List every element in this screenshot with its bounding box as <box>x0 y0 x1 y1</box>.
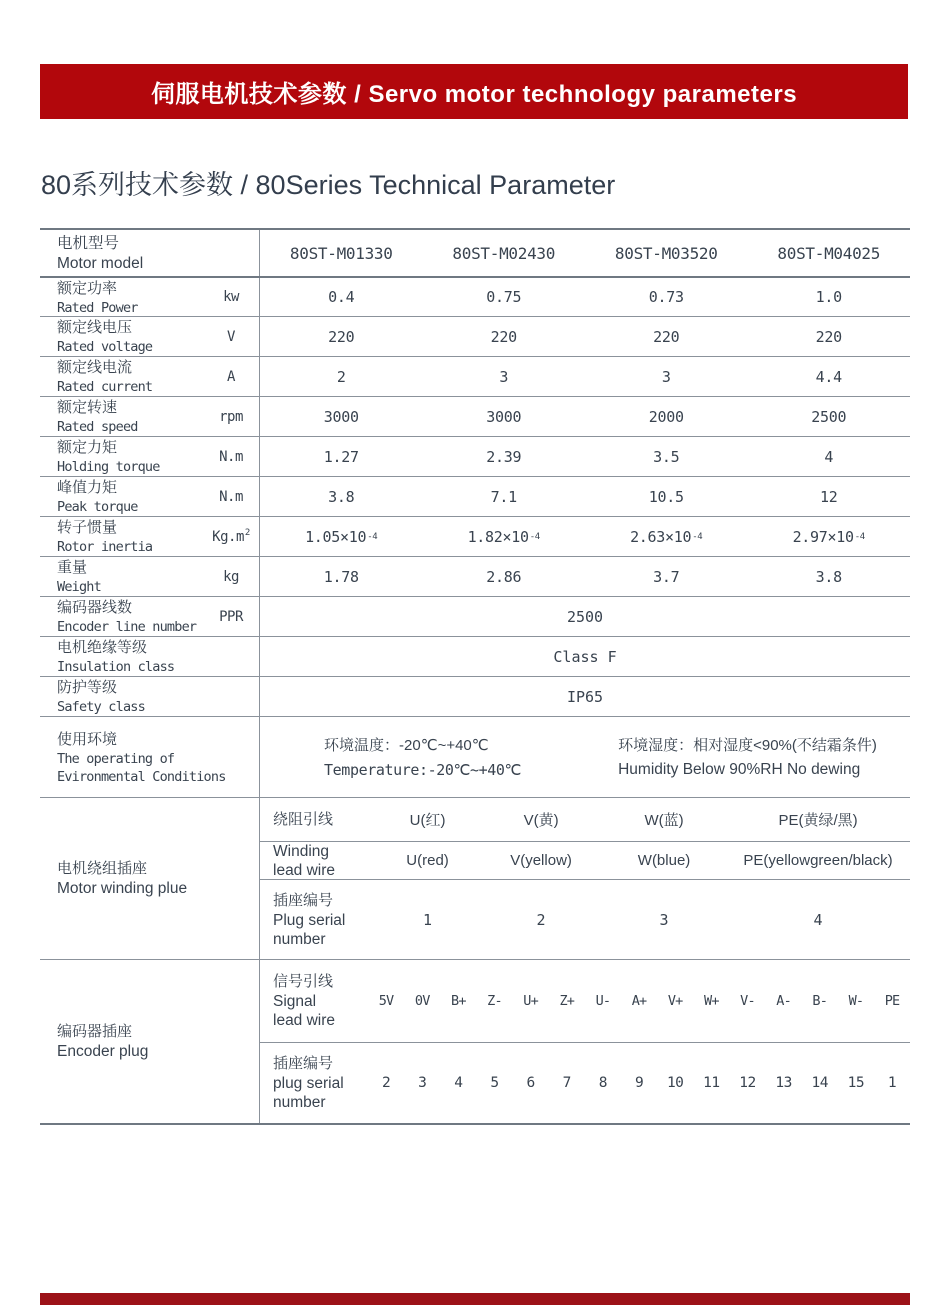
value-cell: 1.27 <box>323 447 359 466</box>
row-label-en: Weight <box>57 579 101 595</box>
signal-cell: U- <box>595 993 611 1009</box>
plug-number-cell: 10 <box>666 1075 684 1091</box>
plug-number-cell: 11 <box>703 1075 720 1091</box>
winding-wire-cell: PE(黄绿/黑) <box>778 812 858 829</box>
unit-cell: kg <box>223 568 239 585</box>
environment-label-en: The operating of <box>57 750 175 767</box>
humidity-zh: 环境湿度：相对湿度<90%(不结霜条件) <box>618 737 877 754</box>
row-label-en: Rotor inertia <box>57 539 153 555</box>
span-rows <box>40 596 910 716</box>
span-value-cell: Class F <box>553 647 617 666</box>
unit-cell: $Kg.m^2$ <box>212 527 250 545</box>
value-cell: 2 <box>336 367 346 386</box>
encoder-row2-label <box>260 1043 368 1123</box>
value-cell: 3000 <box>323 407 359 426</box>
value-cell: 1.05×10 -4 <box>305 527 378 546</box>
value-cell: 1.0 <box>815 288 842 306</box>
spec-row <box>40 556 910 596</box>
winding-label-cell <box>40 798 260 959</box>
value-cell: 2.97×10 -4 <box>792 527 865 546</box>
value-cell: 3.5 <box>653 447 680 466</box>
winding-label-zh: 电机绕组插座 <box>57 860 148 877</box>
signal-cell: V- <box>740 993 755 1009</box>
value-cell: 2.39 <box>486 447 522 466</box>
row-label-en: Encoder line number <box>57 619 197 635</box>
row-label-zh: 额定线电流 <box>57 359 133 376</box>
winding-row1-label-zh: 绕阻引线 <box>273 810 334 828</box>
unit-cell: PPR <box>219 608 243 625</box>
value-cell: 3 <box>499 367 509 386</box>
signal-cell: B- <box>812 993 828 1009</box>
plug-serial-cell: 1 <box>423 910 433 929</box>
value-cell: 3.7 <box>653 567 680 586</box>
spec-row <box>40 476 910 516</box>
row-label-en: Insulation class <box>57 659 175 675</box>
row-label-en: Rated speed <box>57 419 138 435</box>
environment-values <box>260 717 910 797</box>
value-cell: 12 <box>820 487 838 506</box>
row-label-cell <box>40 278 260 316</box>
table-header-row <box>40 230 910 276</box>
unit-cell: kw <box>223 289 239 305</box>
signal-cell: 5V <box>378 993 394 1009</box>
row-label-zh: 额定力矩 <box>57 439 118 456</box>
signal-cell: W- <box>848 993 864 1009</box>
value-cell: 2000 <box>648 407 684 426</box>
unit-cell: V <box>227 328 235 345</box>
row-label-en: Rated voltage <box>57 339 153 355</box>
winding-row3-label-zh: 插座编号 <box>273 891 334 909</box>
value-cell: 0.4 <box>328 288 355 306</box>
plug-serial-cell: 2 <box>536 910 546 929</box>
plug-number-cell: 12 <box>739 1075 756 1091</box>
plug-number-cell: 15 <box>847 1075 865 1091</box>
signal-cell: U+ <box>523 993 538 1009</box>
spec-row <box>40 276 910 316</box>
environment-label-zh: 使用环境 <box>57 730 118 748</box>
temperature-zh: 环境温度：-20℃~+40℃ <box>324 737 489 754</box>
row-label-zh: 额定功率 <box>57 279 118 297</box>
winding-row3-label-line: number <box>273 930 326 948</box>
model-cell: 80ST-M04025 <box>777 243 881 263</box>
plug-number-cell: 6 <box>526 1075 535 1091</box>
row-label-zh: 重量 <box>57 559 88 576</box>
row-label-en: Peak torque <box>57 499 138 515</box>
encoder-row1-label <box>260 960 368 1042</box>
row-label-zh: 额定转速 <box>57 399 118 416</box>
row-label-cell <box>40 557 260 596</box>
row-label-zh: 转子惯量 <box>57 519 118 536</box>
winding-wire-cell: V(黄) <box>523 812 559 829</box>
value-cell: 10.5 <box>648 487 684 506</box>
environment-label-cell <box>40 717 260 797</box>
winding-row1-label <box>260 798 375 841</box>
winding-plug-serial-row <box>260 879 910 959</box>
winding-wire-cell: U(红) <box>409 812 446 829</box>
header-label-en: Motor model <box>57 254 144 272</box>
humidity-en: Humidity Below 90%RH No dewing <box>618 761 861 778</box>
humidity-block <box>585 735 910 779</box>
plug-number-cell: 3 <box>418 1075 427 1091</box>
plug-number-cell: 5 <box>490 1075 499 1091</box>
row-label-zh: 额定线电压 <box>57 319 133 336</box>
signal-lead-wire-row <box>260 960 910 1042</box>
row-label-zh: 电机绝缘等级 <box>57 639 148 656</box>
span-value-cell: IP65 <box>566 687 604 706</box>
page-title: 80系列技术参数 / 80Series Technical Parameter <box>41 170 616 200</box>
winding-wire-cell-en: U(red) <box>406 852 449 869</box>
row-label-zh: 防护等级 <box>57 679 118 696</box>
plug-number-cell: 9 <box>634 1075 644 1091</box>
row-label-cell <box>40 477 260 516</box>
value-cell: 220 <box>328 327 355 346</box>
value-cell: 0.75 <box>486 288 522 306</box>
winding-row2-label-line: lead wire <box>273 861 336 879</box>
value-cell: 220 <box>653 327 680 346</box>
value-cell: 2.63×10 -4 <box>630 527 703 546</box>
winding-wire-cell-en: W(blue) <box>637 852 691 869</box>
winding-section <box>40 797 910 959</box>
value-cell: 7.1 <box>490 487 517 506</box>
encoder-plug-serial-row <box>260 1042 910 1123</box>
environment-label-en: Evironmental Conditions <box>57 768 226 785</box>
spec-row <box>40 316 910 356</box>
row-label-zh: 编码器线数 <box>57 599 133 616</box>
signal-cell: Z- <box>487 993 502 1009</box>
section-banner <box>40 64 908 119</box>
value-cell: 3 <box>661 367 671 386</box>
encoder-section <box>40 959 910 1123</box>
plug-number-cell: 8 <box>598 1075 608 1091</box>
value-cell: 4.4 <box>815 367 842 386</box>
spec-row <box>40 436 910 476</box>
plug-serial-cell: 4 <box>813 910 823 929</box>
spec-rows <box>40 276 910 596</box>
span-row <box>40 676 910 716</box>
row-label-cell <box>40 397 260 436</box>
row-label-cell <box>40 637 260 676</box>
unit-cell: N.m <box>219 488 243 505</box>
row-label-cell <box>40 677 260 716</box>
winding-subtable <box>260 798 910 959</box>
value-cell: 3.8 <box>328 487 355 506</box>
winding-row3-label-line: Plug serial <box>273 911 346 929</box>
winding-wire-row-en <box>260 841 910 879</box>
value-cell: 1.82×10 -4 <box>467 527 540 546</box>
value-cell: 0.73 <box>648 288 684 306</box>
temperature-en: Temperature:-20℃~+40℃ <box>324 761 521 779</box>
model-cell: 80ST-M03520 <box>614 243 718 263</box>
temperature-block <box>260 735 585 779</box>
signal-cell: 0V <box>414 993 430 1009</box>
encoder-label-en: Encoder plug <box>57 1043 149 1060</box>
row-label-cell <box>40 437 260 476</box>
plug-number-cell: 7 <box>562 1075 571 1091</box>
signal-cell: W+ <box>704 993 719 1009</box>
winding-row2-label-line: Winding <box>273 842 329 860</box>
unit-cell: A <box>227 368 235 385</box>
encoder-row2-label-zh: 插座编号 <box>273 1055 334 1072</box>
encoder-subtable <box>260 960 910 1123</box>
bottom-accent-bar <box>40 1293 910 1305</box>
value-cell: 2500 <box>811 407 847 426</box>
value-cell: 220 <box>490 327 517 346</box>
model-cell: 80ST-M02430 <box>452 243 556 263</box>
encoder-row1-label-line: lead wire <box>273 1012 336 1029</box>
winding-wire-cell-en: V(yellow) <box>510 852 572 869</box>
encoder-label-cell <box>40 960 260 1123</box>
banner-title: 伺服电机技术参数 / Servo motor technology parameters <box>150 81 798 108</box>
unit-cell: rpm <box>219 408 243 425</box>
spec-row <box>40 396 910 436</box>
span-row <box>40 596 910 636</box>
encoder-label-zh: 编码器插座 <box>57 1023 133 1040</box>
encoder-row2-label-line: number <box>273 1094 326 1111</box>
row-label-en: Rated current <box>57 379 153 395</box>
winding-wire-cell: W(蓝) <box>644 812 684 829</box>
span-value-cell: 2500 <box>566 607 604 626</box>
signal-cell: Z+ <box>559 993 575 1009</box>
value-cell: 3.8 <box>815 567 842 586</box>
value-cell: 4 <box>824 447 834 466</box>
plug-number-cell: 4 <box>454 1075 463 1091</box>
plug-number-cell: 14 <box>811 1075 828 1091</box>
winding-wire-cell-en: PE(yellowgreen/black) <box>743 852 893 869</box>
unit-cell: N.m <box>219 448 243 465</box>
signal-cell: B+ <box>451 993 466 1009</box>
plug-number-cell: 13 <box>775 1075 792 1091</box>
spec-row <box>40 516 910 556</box>
winding-label-en: Motor winding plue <box>57 880 188 897</box>
span-row <box>40 636 910 676</box>
row-label-cell <box>40 357 260 396</box>
row-label-zh: 峰值力矩 <box>57 479 118 496</box>
signal-cell: A- <box>776 993 791 1009</box>
row-label-cell <box>40 317 260 356</box>
signal-cell: A+ <box>631 993 647 1009</box>
header-label-zh: 电机型号 <box>57 234 120 252</box>
value-cell: 220 <box>815 327 842 346</box>
plug-number-cell: 2 <box>381 1075 391 1091</box>
row-label-cell <box>40 517 260 556</box>
encoder-row1-label-zh: 信号引线 <box>273 973 334 990</box>
signal-cell: PE <box>884 993 900 1009</box>
winding-wire-row-zh <box>260 798 910 841</box>
row-label-en: Safety class <box>57 699 145 715</box>
winding-row2-label <box>260 842 375 879</box>
row-label-en: Rated Power <box>57 299 138 316</box>
header-label-cell <box>40 230 260 276</box>
row-label-en: Holding torque <box>57 459 160 475</box>
row-label-cell <box>40 597 260 636</box>
plug-serial-cell: 3 <box>659 910 669 929</box>
signal-cells <box>368 960 910 1042</box>
model-cell: 80ST-M01330 <box>289 243 393 263</box>
spec-row <box>40 356 910 396</box>
number-cells <box>368 1043 910 1123</box>
value-cell: 2.86 <box>486 567 522 586</box>
parameters-table <box>40 228 910 1125</box>
winding-row3-label <box>260 880 375 959</box>
value-cell: 3000 <box>486 407 522 426</box>
encoder-row1-label-line: Signal <box>273 993 317 1010</box>
plug-number-cell: 1 <box>887 1075 897 1091</box>
value-cell: 1.78 <box>323 567 359 586</box>
environment-row <box>40 716 910 797</box>
signal-cell: V+ <box>667 993 683 1009</box>
encoder-row2-label-line: plug serial <box>273 1075 344 1092</box>
